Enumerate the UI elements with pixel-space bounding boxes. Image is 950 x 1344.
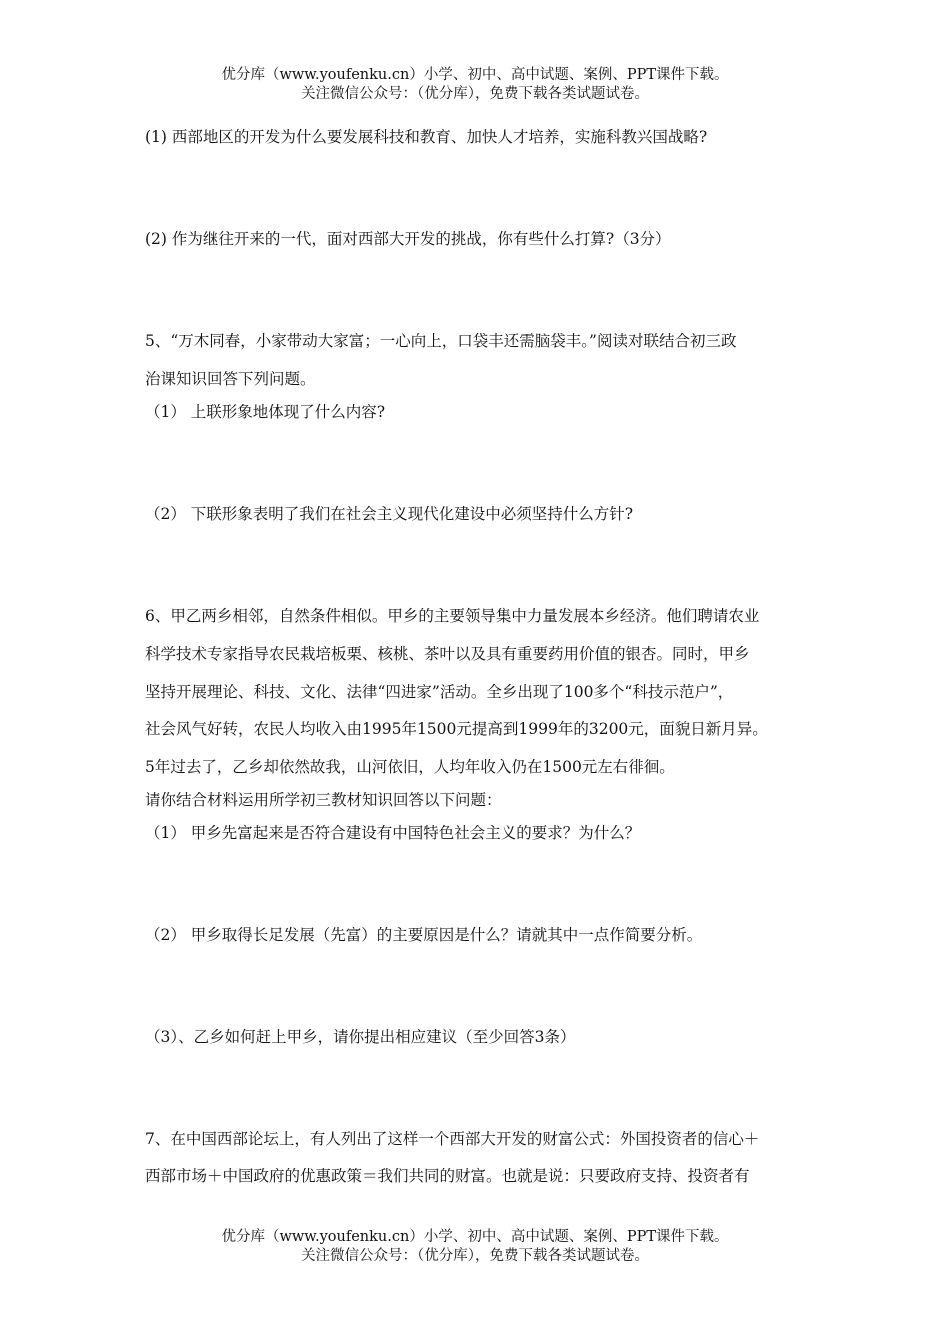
question-7-text-line-2: 西部市场＋中国政府的优惠政策＝我们共同的财富。也就是说：只要政府支持、投资者有 — [145, 1167, 750, 1185]
question-6-part-2: （2） 甲乡取得长足发展（先富）的主要原因是什么？请就其中一点作简要分析。 — [145, 926, 703, 944]
question-7-text-line-1: 7、在中国西部论坛上，有人列出了这样一个西部大开发的财富公式：外国投资者的信心＋ — [145, 1130, 760, 1148]
question-5-text-line-2: 治课知识回答下列问题。 — [145, 370, 316, 388]
question-6-text-line-1: 6、甲乙两乡相邻，自然条件相似。甲乡的主要领导集中力量发展本乡经济。他们聘请农业 — [145, 607, 760, 625]
question-6-text-line-2: 科学技术专家指导农民栽培板栗、核桃、茶叶以及具有重要药用价值的银杏。同时，甲乡 — [145, 645, 750, 663]
question-6-part-3: （3）、乙乡如何赶上甲乡，请你提出相应建议（至少回答3条） — [145, 1028, 576, 1046]
header-line-2: 关注微信公众号：（优分库），免费下载各类试题试卷。 — [301, 86, 649, 102]
question-6-text-line-3: 坚持开展理论、科技、文化、法律“四进家”活动。全乡出现了100多个“科技示范户”， — [145, 683, 734, 701]
question-6-text-line-4: 社会风气好转，农民人均收入由1995年1500元提高到1999年的3200元，面貌日新月异。 — [145, 720, 768, 738]
question-4-part-1: (1) 西部地区的开发为什么要发展科技和教育、加快人才培养，实施科教兴国战略? — [145, 128, 708, 146]
question-5-part-1: （1） 上联形象地体现了什么内容? — [145, 403, 386, 421]
header-line-1: 优分库（www.youfenku.cn）小学、初中、高中试题、案例、PPT课件下载。 — [221, 67, 729, 83]
question-6-instruction: 请你结合材料运用所学初三教材知识回答以下问题： — [145, 791, 502, 809]
question-6-part-1: （1） 甲乡先富起来是否符合建设有中国特色社会主义的要求？为什么？ — [145, 824, 641, 842]
question-5-text-line-1: 5、“万木同春，小家带动大家富；一心向上，口袋丰还需脑袋丰。”阅读对联结合初三政 — [145, 332, 737, 350]
question-5-part-2: （2） 下联形象表明了我们在社会主义现代化建设中必须坚持什么方针? — [145, 505, 634, 523]
footer-line-2: 关注微信公众号：（优分库），免费下载各类试题试卷。 — [301, 1248, 649, 1264]
question-4-part-2: (2) 作为继往开来的一代，面对西部大开发的挑战，你有些什么打算?（3分） — [145, 230, 671, 248]
question-6-text-line-5: 5年过去了，乙乡却依然故我，山河依旧，人均年收入仍在1500元左右徘徊。 — [145, 758, 675, 776]
footer-line-1: 优分库（www.youfenku.cn）小学、初中、高中试题、案例、PPT课件下载。 — [221, 1229, 729, 1245]
